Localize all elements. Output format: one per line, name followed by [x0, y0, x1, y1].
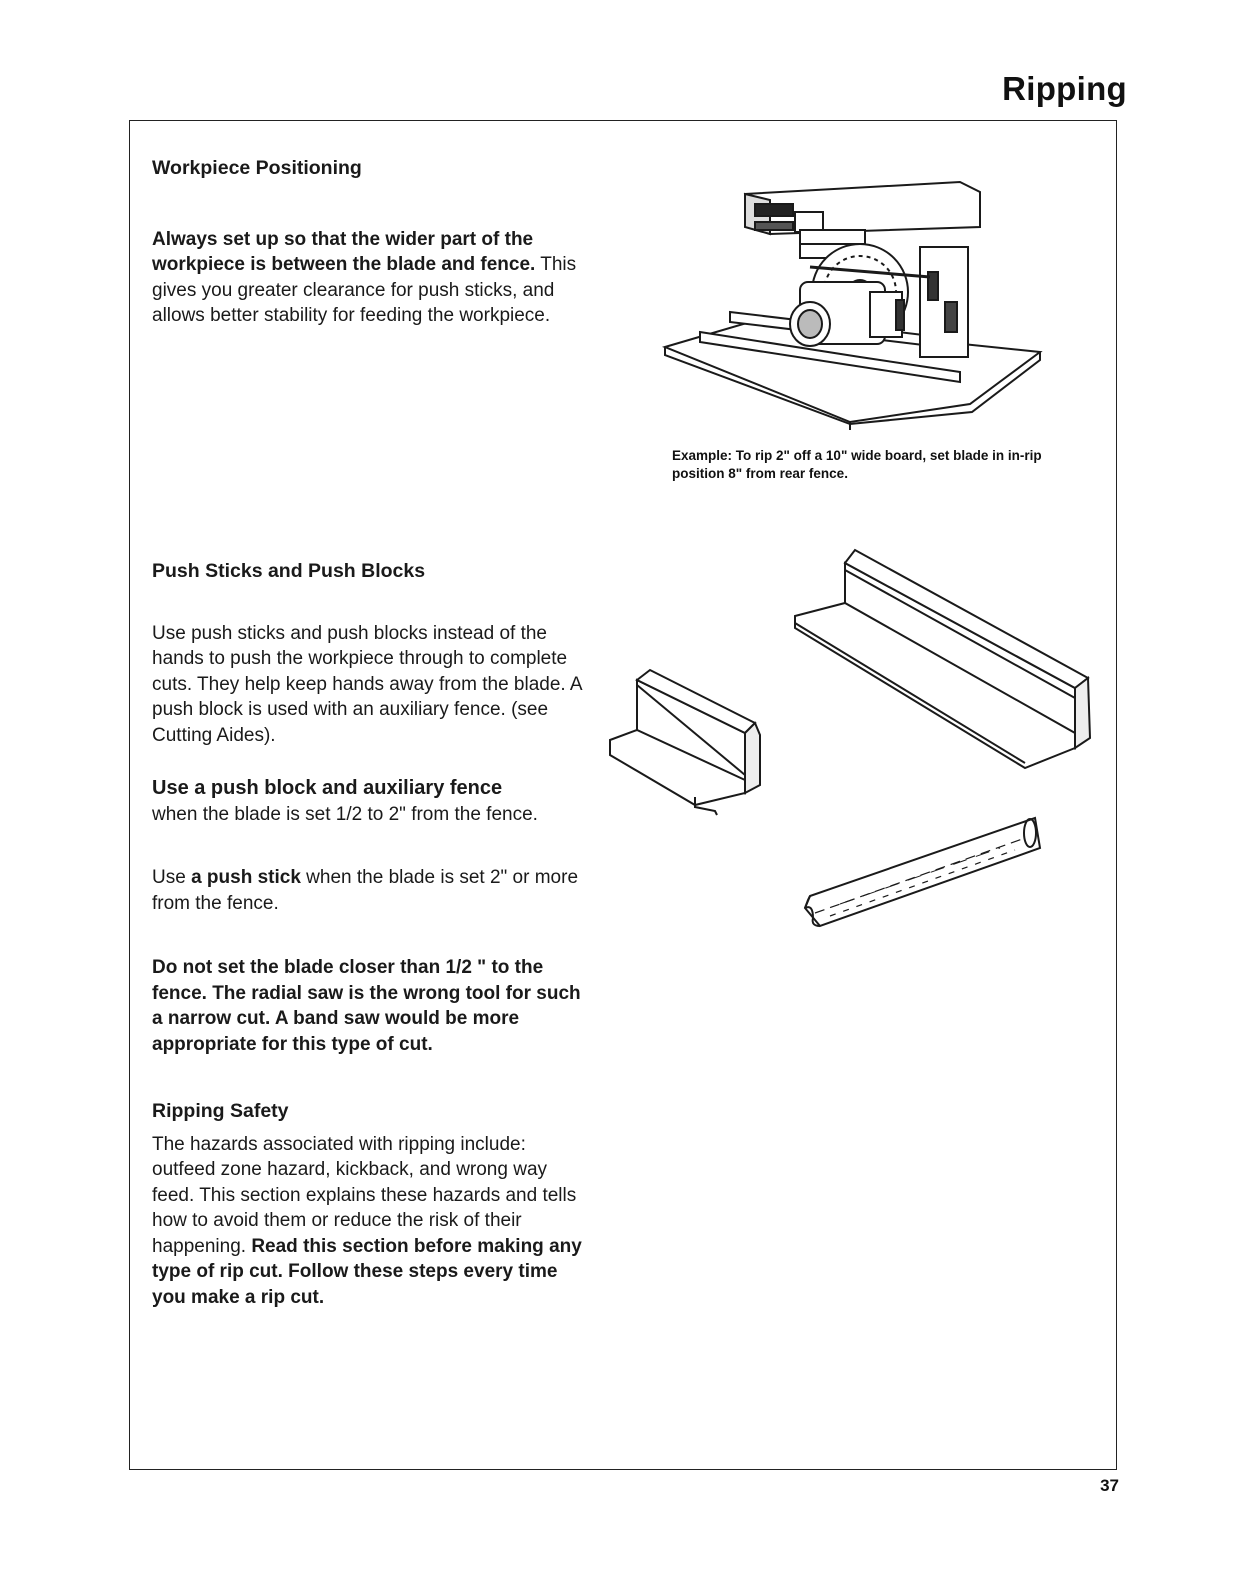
saw-caption: Example: To rip 2" off a 10" wide board, set blade in in-rip position 8" from rear fence.	[672, 448, 1042, 481]
push-stick-pre: Use	[152, 867, 192, 888]
safety-body: The hazards associated with ripping include: outfeed zone hazard, kickback, and wrong way feed. This section explains these hazards and tells how to avoid them or reduce the risk of their happening.	[152, 1133, 577, 1257]
push-block-illustration	[605, 665, 770, 825]
push-stick-post: when the blade is set 2" or more from the fence.	[152, 867, 579, 914]
push-section	[152, 559, 582, 1310]
push-block-paragraph	[152, 776, 582, 827]
push-stick-illustration	[800, 808, 1045, 933]
workpiece-heading: Workpiece Positioning	[152, 157, 362, 179]
push-block-bold: Use a push block and auxiliary fence	[152, 777, 503, 799]
page-title: Ripping	[1002, 70, 1127, 107]
push-stick-paragraph	[152, 865, 582, 916]
workpiece-section	[152, 156, 582, 329]
workpiece-bold-lead: Always set up so that the wider part of the workpiece is between the blade and fence.	[152, 228, 536, 275]
push-intro: Use push sticks and push blocks instead of the hands to push the workpiece through to complete cuts. They help keep hands away from the blade. A push block is used with an auxiliary fence. (see Cutting Aides).	[152, 622, 582, 746]
workpiece-body: This gives you greater clearance for push sticks, and allows better stability for feeding the workpiece.	[152, 254, 577, 326]
page-number: 37	[1100, 1476, 1119, 1495]
safety-paragraph	[152, 1132, 582, 1311]
narrow-cut-warning: Do not set the blade closer than 1/2 " to the fence. The radial saw is the wrong tool for such a narrow cut. A band saw would be more appropriate for this type of cut.	[152, 957, 581, 1055]
workpiece-paragraph	[152, 227, 582, 329]
safety-bold: Read this section before making any type of rip cut. Follow these steps every time you make a rip cut.	[152, 1235, 582, 1308]
push-stick-bold: a push stick	[191, 867, 301, 888]
auxiliary-fence-illustration	[790, 548, 1095, 773]
push-block-rest: when the blade is set 1/2 to 2" from the fence.	[152, 803, 538, 825]
radial-saw-illustration	[660, 172, 1050, 427]
push-heading: Push Sticks and Push Blocks	[152, 560, 426, 582]
safety-heading: Ripping Safety	[152, 1100, 289, 1122]
